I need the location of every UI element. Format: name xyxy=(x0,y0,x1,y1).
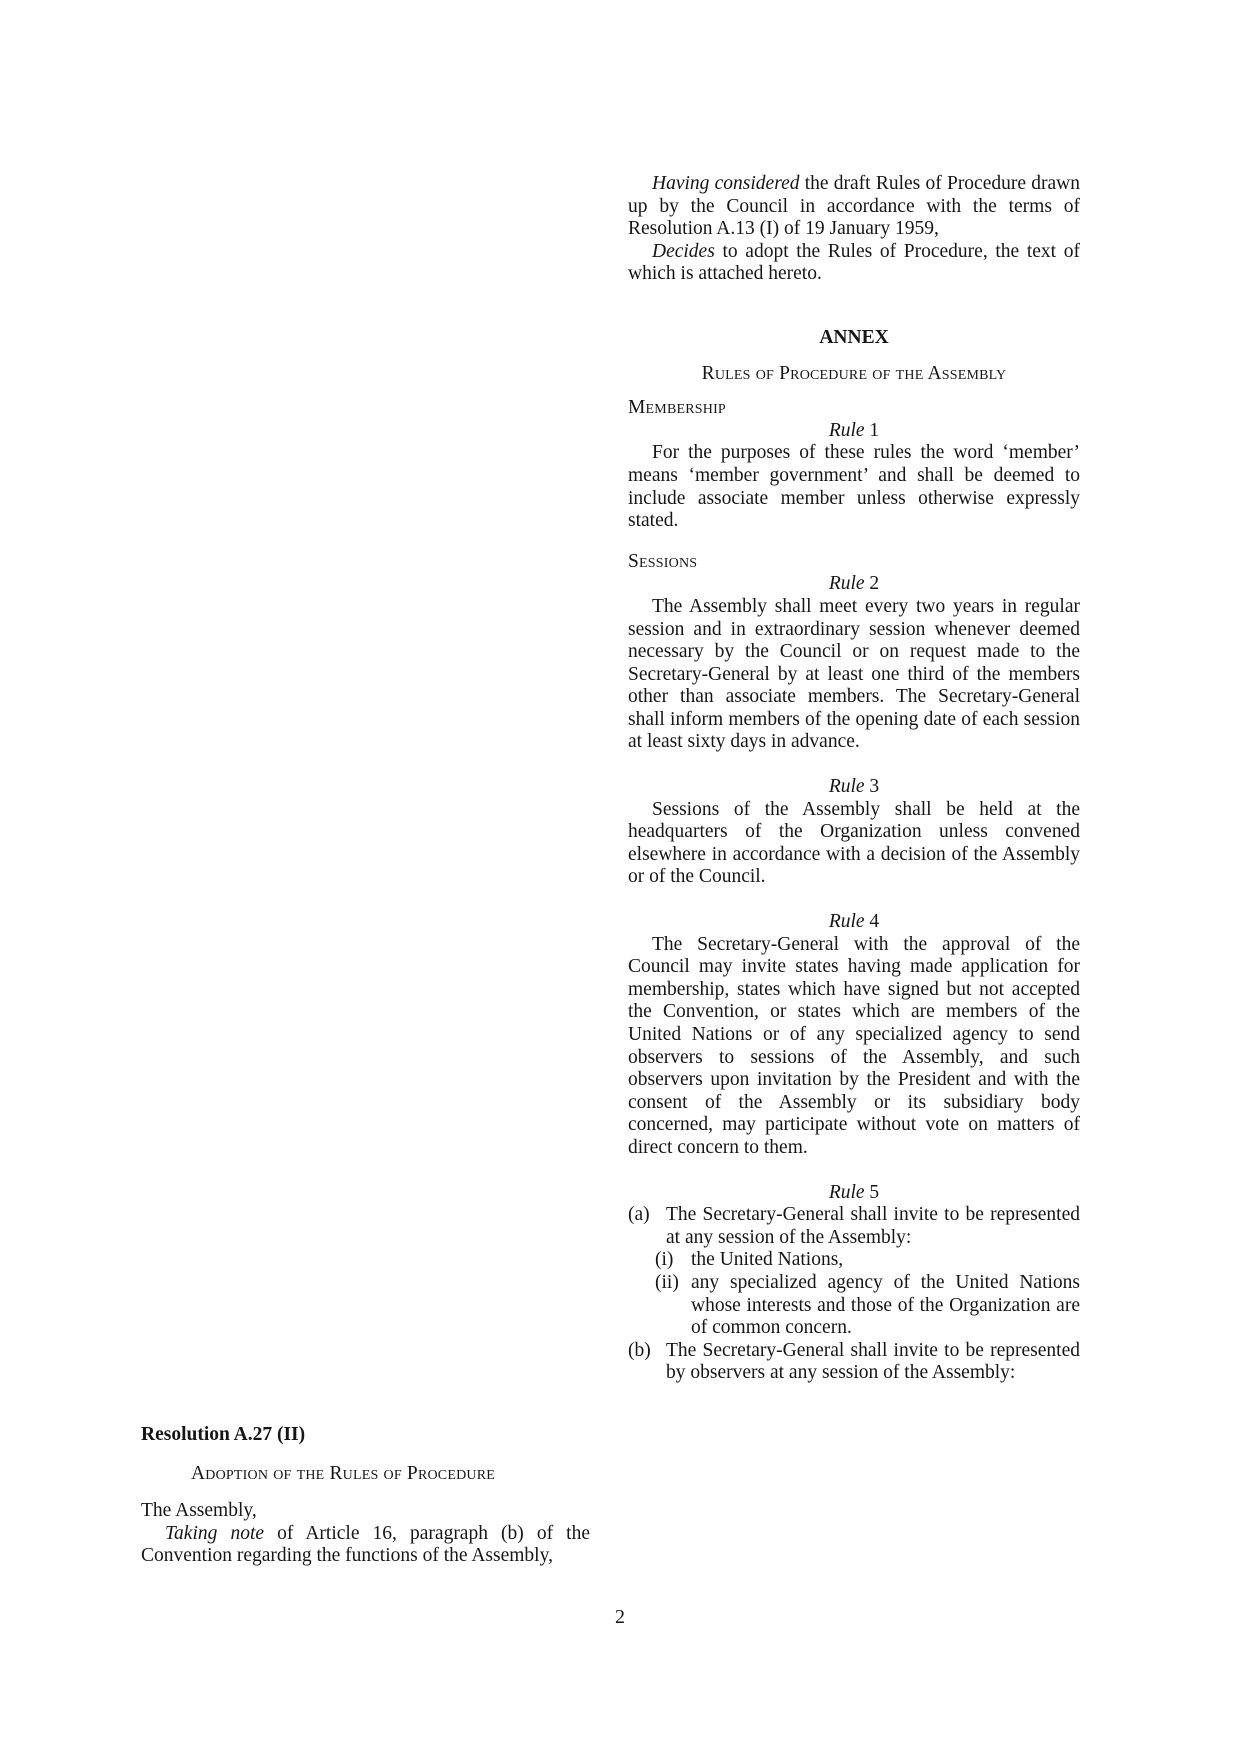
subitem-text: any specialized agency of the United Nations whose interests and those of the Organization are of common concern. xyxy=(691,1271,1080,1339)
having-considered-paragraph xyxy=(628,173,1080,241)
page-number: 2 xyxy=(615,1606,625,1628)
subitem-label: (ii) xyxy=(655,1271,679,1293)
rule-1-number: 1 xyxy=(864,419,880,441)
rule-3-word: Rule xyxy=(828,776,865,798)
annex-heading: ANNEX xyxy=(819,326,889,348)
item-text: The Secretary-General shall invite to be represented at any session of the Assembly: xyxy=(666,1204,1080,1248)
rule-4-heading xyxy=(628,911,1080,934)
rule-3-heading xyxy=(628,776,1080,799)
rules-heading: Rules of Procedure of the Assembly xyxy=(701,362,1007,384)
subitem-label: (i) xyxy=(655,1249,674,1271)
rule-5-item-a xyxy=(628,1204,1080,1249)
rule-1-word: Rule xyxy=(828,419,865,441)
item-text: The Secretary-General shall invite to be represented by observers at any session of the Assembly: xyxy=(666,1339,1080,1384)
spacer xyxy=(628,754,1080,776)
adoption-heading: Adoption of the Rules of Procedure xyxy=(191,1462,496,1484)
rule-5-item-b xyxy=(628,1340,1080,1385)
rule-5-heading xyxy=(628,1182,1080,1205)
decides-paragraph xyxy=(628,241,1080,286)
item-label: (b) xyxy=(628,1339,651,1361)
having-considered-text: the draft Rules of Procedure drawn up by the Council in accordance with the terms of Resolution A.13 (I) of 19 January 1959, xyxy=(628,173,1080,240)
spacer xyxy=(628,889,1080,911)
decides-emphasis: Decides xyxy=(652,240,715,262)
rule-1-heading xyxy=(628,420,1080,443)
left-column xyxy=(141,1424,590,1568)
rule-5-subitem-ii xyxy=(655,1272,1080,1340)
taking-note-paragraph xyxy=(141,1523,590,1568)
having-considered-emphasis: Having considered xyxy=(652,173,800,194)
rule-5-word: Rule xyxy=(828,1181,865,1203)
decides-text: to adopt the Rules of Procedure, the text of which is attached hereto. xyxy=(628,240,1080,285)
rule-4-number: 4 xyxy=(864,911,880,933)
membership-heading: Membership xyxy=(628,397,726,419)
rule-5-subitem-i xyxy=(655,1249,1080,1272)
rule-2-word: Rule xyxy=(828,573,865,595)
rule-2-text: The Assembly shall meet every two years in regular session and in extraordinary session whenever deemed necessary by the Council or on request made to the Secretary-General by at least one third of the members other than associate members. The Secretary-General shall inform members of the opening date of each session at least sixty days in advance. xyxy=(628,595,1080,753)
taking-note-emphasis: Taking note xyxy=(165,1522,265,1544)
resolution-title: Resolution A.27 (II) xyxy=(141,1424,306,1445)
rule-4-text: The Secretary-General with the approval of the Council may invite states having made application for membership, states which have signed but not accepted the Convention, or states which are members of the United Nations or of any specialized agency to send observers to sessions of the Assembly, and such observers upon invitation by the President and with the consent of the Assembly or its subsidiary body concerned, may participate without vote on matters of direct concern to them. xyxy=(628,933,1080,1158)
item-label: (a) xyxy=(628,1204,650,1226)
rule-2-heading xyxy=(628,573,1080,596)
taking-note-text: of Article 16, paragraph (b) of the Convention regarding the functions of the Assembly, xyxy=(141,1522,590,1567)
rule-4-word: Rule xyxy=(828,911,865,933)
sessions-heading: Sessions xyxy=(628,550,698,572)
rule-3-number: 3 xyxy=(864,776,880,798)
spacer xyxy=(628,1160,1080,1182)
rule-5-number: 5 xyxy=(864,1181,880,1203)
right-column xyxy=(628,173,1080,1385)
rule-1-text: For the purposes of these rules the word ‘member’ means ‘member government’ and shall be deemed to include associate member unless otherwise expressly stated. xyxy=(628,442,1080,532)
assembly-line: The Assembly, xyxy=(141,1500,257,1522)
rule-2-number: 2 xyxy=(864,573,880,595)
rule-3-text: Sessions of the Assembly shall be held at the headquarters of the Organization unless convened elsewhere in accordance with a decision of the Assembly or of the Council. xyxy=(628,798,1080,888)
subitem-text: the United Nations, xyxy=(691,1249,844,1271)
